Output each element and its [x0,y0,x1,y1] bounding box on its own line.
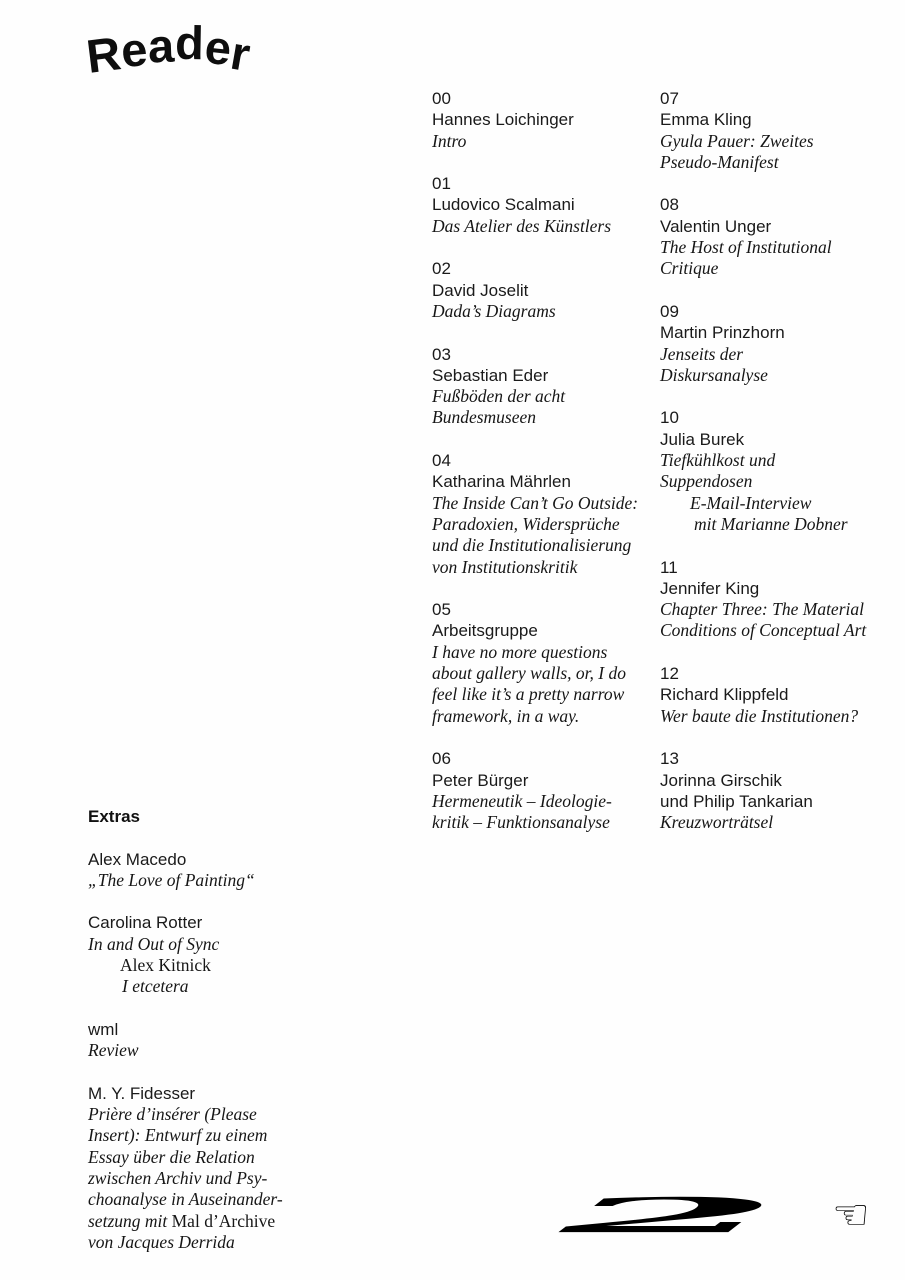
entry-title-line: The Host of Institutional [660,237,832,258]
entry-author-line: Peter Bürger [432,770,529,790]
entry-title-line: Insert): Entwurf zu einem [88,1125,268,1146]
entry-author-line: wml [88,1019,119,1039]
entry-title-line: Intro [432,130,467,151]
entry-author-line: Ludovico Scalmani [432,195,575,215]
entry-number: 12 [660,664,679,684]
entry-number: 03 [432,344,451,364]
entry-number: 04 [432,451,451,471]
toc-entry [660,194,898,279]
entry-title-line: Prière d’insérer (Please [88,1104,257,1125]
entry-author-line: Carolina Rotter [88,913,203,933]
toc-entry [660,407,898,535]
entry-title-line: E-Mail-Interview [690,492,812,513]
entry-title-line: Paradoxien, Widersprüche [432,513,620,534]
entry-author-line: Julia Burek [660,429,745,449]
entry-author-line: und Philip Tankarian [660,791,813,811]
entry-title-line: Pseudo-Manifest [660,151,779,172]
entry-number: 00 [432,89,451,108]
entry-title-line: Wer baute die Institutionen? [660,705,859,726]
entry-title-line: Critique [660,258,719,279]
entry-title-line: „The Love of Painting“ [88,869,255,890]
entry-number: 13 [660,749,679,769]
entry-author-line: Emma Kling [660,110,752,130]
toc-entry [432,748,662,833]
entry-title-line: von Jacques Derrida [88,1231,235,1252]
wordmark-letter: e [118,21,151,78]
entry-number: 05 [432,600,451,620]
entry-author-line: M. Y. Fidesser [88,1083,196,1103]
entry-title-line: Review [88,1040,139,1061]
entry-title-line: The Inside Can’t Go Outside: [432,492,639,513]
toc-entry [88,912,338,997]
entry-title-line: Dada’s Diagrams [432,300,556,321]
entry-title-line: und die Institutionalisierung [432,535,632,556]
toc-entry [88,849,338,892]
wordmark-letter: a [147,18,177,73]
toc-entry [88,1083,338,1253]
toc-entry [660,301,898,386]
entry-author-line: David Joselit [432,280,529,300]
toc-entry [432,258,662,322]
entry-title-line: Suppendosen [660,471,753,492]
toc-entry [432,450,662,578]
entry-title-line: about gallery walls, or, I do [432,663,626,684]
toc-entry [660,663,898,727]
entry-number: 07 [660,89,679,108]
entry-title-line: framework, in a way. [432,705,580,726]
entry-author-line: Hannes Loichinger [432,110,574,130]
entry-number: 09 [660,301,679,321]
entry-title-line: setzung mit Mal d’Archive [88,1210,276,1231]
entry-title-line: Essay über die Relation [88,1146,255,1167]
entry-title-line: mit Marianne Dobner [694,513,848,534]
toc-column-2 [660,88,898,855]
toc-entry [432,88,662,152]
entry-title-line: kritik – Funktionsanalyse [432,812,610,833]
entry-number: 11 [660,557,678,577]
toc-entry [432,173,662,237]
entry-title-line: I etcetera [122,976,189,997]
entry-author-line: Sebastian Eder [432,365,549,385]
entry-title-line: Diskursanalyse [660,364,768,385]
entry-author-line: Katharina Mährlen [432,472,571,492]
toc-entry [88,1019,338,1062]
entry-title-line: Jenseits der [660,343,744,364]
wordmark-letter: r [226,25,256,82]
entry-title-line: feel like it’s a pretty narrow [432,684,625,705]
toc-entry [660,88,898,173]
entry-number: 01 [432,174,451,194]
entry-title-line: von Institutionskritik [432,556,578,577]
reader-wordmark [83,15,256,83]
extras-header: Extras [88,807,140,826]
entry-author-line: Arbeitsgruppe [432,621,538,641]
entry-author-line: Jennifer King [660,578,760,598]
entry-title-line: Alex Kitnick [120,955,211,976]
entry-title-line: Fußböden der acht [432,386,566,407]
page-number: 2 [560,1187,780,1244]
toc-entry [432,599,662,727]
entry-title-line: Hermeneutik – Ideologie- [432,790,612,811]
entry-number: 02 [432,259,451,279]
entry-title-line: Das Atelier des Künstlers [432,215,612,236]
toc-entry [432,344,662,429]
toc-entry [660,748,898,833]
entry-number: 10 [660,408,679,428]
wordmark-letter: R [83,26,125,83]
entry-author-line: Martin Prinzhorn [660,323,785,343]
entry-number: 06 [432,749,451,769]
entry-author-line: Alex Macedo [88,849,187,869]
entry-author-line: Richard Klippfeld [660,685,789,705]
entry-title-line: Tiefkühlkost und [660,450,776,471]
wordmark-letter: d [174,15,206,70]
wordmark-letter: e [202,19,235,76]
entry-author-line: Jorinna Girschik [660,770,782,790]
entry-title-line: zwischen Archiv und Psy- [88,1168,268,1189]
pointing-hand-left-icon: ☜ [832,1190,870,1239]
entry-title-line: In and Out of Sync [88,933,220,954]
entry-title-line: Bundesmuseen [432,407,537,428]
entry-title-line: Kreuzworträtsel [660,812,774,833]
entry-title-line: I have no more questions [432,641,608,662]
entry-title-line: choanalyse in Auseinander- [88,1189,283,1210]
entry-title-line: Conditions of Conceptual Art [660,620,867,641]
entry-number: 08 [660,195,679,215]
entry-title-line: Chapter Three: The Material [660,599,864,620]
entry-author-line: Valentin Unger [660,216,772,236]
toc-column-1 [432,88,662,855]
extras-section [88,806,338,1275]
entry-title-line: Gyula Pauer: Zweites [660,130,814,151]
toc-entry [660,557,898,642]
